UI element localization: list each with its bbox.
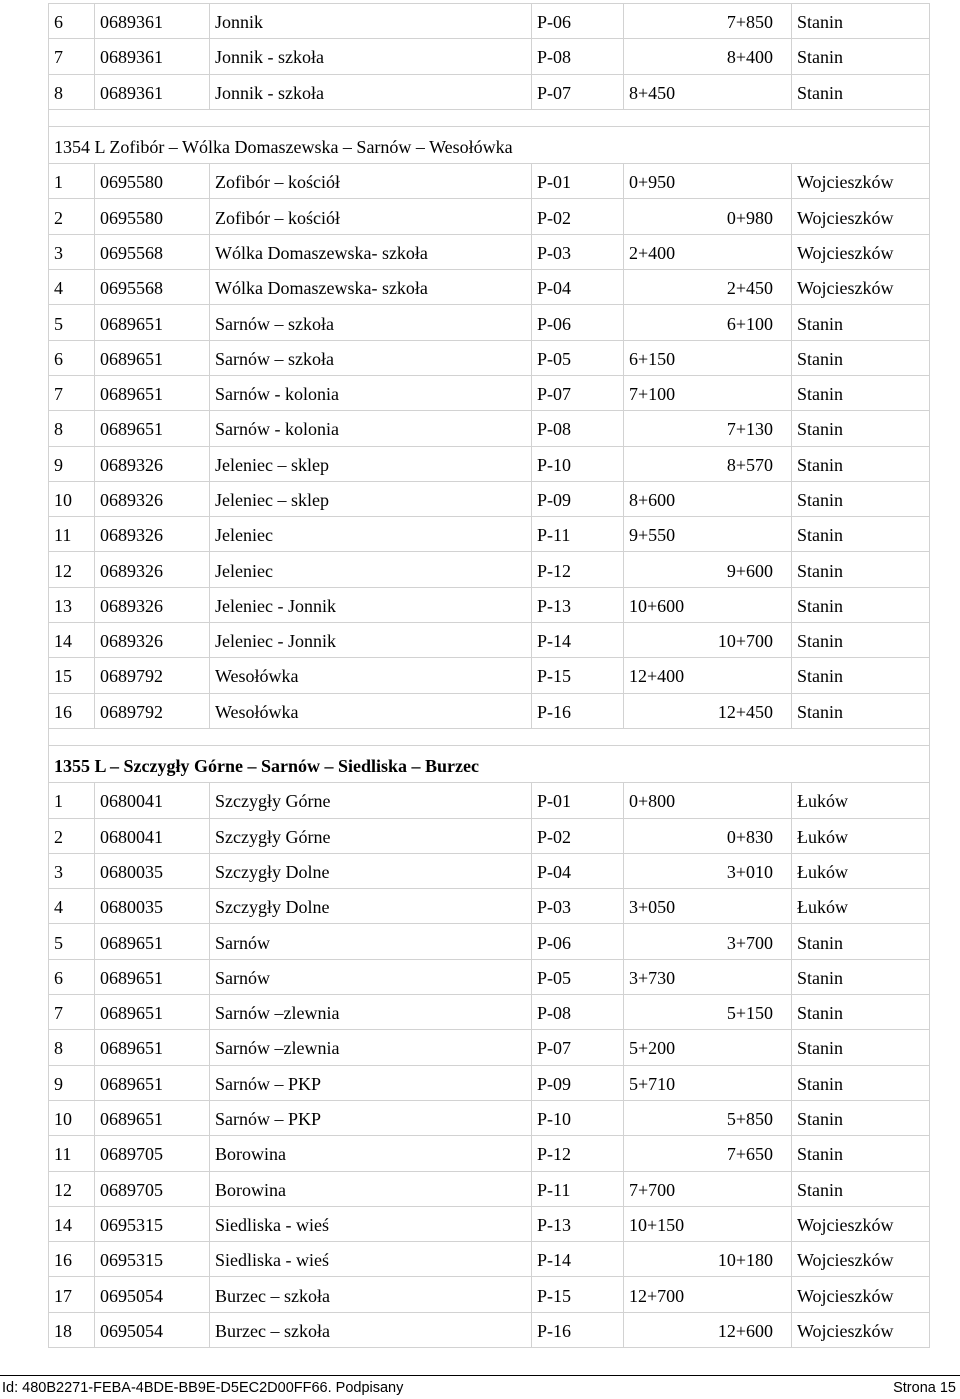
municipality: Stanin — [792, 481, 930, 516]
locality-code: 0689326 — [95, 481, 210, 516]
kilometer: 7+850 — [726, 12, 773, 33]
kilometer: 7+130 — [726, 419, 773, 440]
municipality: Stanin — [792, 623, 930, 658]
kilometer: 8+570 — [726, 454, 773, 475]
municipality: Stanin — [792, 305, 930, 340]
locality-code: 0695568 — [95, 234, 210, 269]
table-row — [49, 1065, 930, 1100]
kilometer: 12+600 — [717, 1320, 773, 1341]
table-row — [49, 693, 930, 728]
row-number: 12 — [49, 1171, 95, 1206]
municipality: Łuków — [792, 889, 930, 924]
row-number: 7 — [49, 39, 95, 74]
locality-code: 0689651 — [95, 995, 210, 1030]
stop-name: Jeleniec - Jonnik — [210, 623, 532, 658]
kilometer-cell — [624, 340, 792, 375]
kilometer: 6+100 — [726, 313, 773, 334]
table-row — [49, 517, 930, 552]
stop-id: P-03 — [532, 889, 624, 924]
route-title: 1355 L – Szczygły Górne – Sarnów – Siedliska – Burzec — [49, 745, 930, 782]
kilometer-cell — [624, 1242, 792, 1277]
route-title: 1354 L Zofibór – Wólka Domaszewska – Sarnów – Wesołówka — [49, 126, 930, 163]
municipality: Wojcieszków — [792, 270, 930, 305]
kilometer-cell — [624, 959, 792, 994]
row-number: 8 — [49, 74, 95, 109]
table-row — [49, 446, 930, 481]
municipality: Stanin — [792, 411, 930, 446]
table-row — [49, 889, 930, 924]
row-number: 13 — [49, 587, 95, 622]
document-page — [48, 3, 929, 1348]
municipality: Stanin — [792, 587, 930, 622]
table-row — [49, 340, 930, 375]
stop-id: P-13 — [532, 587, 624, 622]
municipality: Łuków — [792, 783, 930, 818]
municipality: Stanin — [792, 39, 930, 74]
kilometer: 2+450 — [726, 278, 773, 299]
stop-name: Jeleniec — [210, 517, 532, 552]
row-number: 2 — [49, 818, 95, 853]
row-number: 11 — [49, 1136, 95, 1171]
table-row — [49, 587, 930, 622]
stop-name: Sarnów — [210, 959, 532, 994]
stop-name: Szczygły Górne — [210, 818, 532, 853]
municipality: Wojcieszków — [792, 1277, 930, 1312]
kilometer: 7+650 — [726, 1144, 773, 1165]
stop-name: Wesołówka — [210, 693, 532, 728]
spacer-cell — [49, 109, 930, 126]
stop-id: P-02 — [532, 199, 624, 234]
row-number: 14 — [49, 1206, 95, 1241]
section-spacer — [49, 728, 930, 745]
table-row — [49, 1277, 930, 1312]
kilometer-cell — [624, 587, 792, 622]
kilometer: 5+150 — [726, 1003, 773, 1024]
row-number: 6 — [49, 340, 95, 375]
section-spacer — [49, 109, 930, 126]
municipality: Stanin — [792, 1030, 930, 1065]
kilometer-cell — [624, 1171, 792, 1206]
kilometer-cell — [624, 693, 792, 728]
row-number: 7 — [49, 375, 95, 410]
locality-code: 0689705 — [95, 1171, 210, 1206]
municipality: Stanin — [792, 340, 930, 375]
row-number: 2 — [49, 199, 95, 234]
municipality: Stanin — [792, 1171, 930, 1206]
locality-code: 0680035 — [95, 853, 210, 888]
locality-code: 0689651 — [95, 1030, 210, 1065]
kilometer-cell — [624, 446, 792, 481]
stop-id: P-01 — [532, 164, 624, 199]
row-number: 9 — [49, 1065, 95, 1100]
municipality: Stanin — [792, 1100, 930, 1135]
kilometer-cell — [624, 1206, 792, 1241]
kilometer: 8+450 — [629, 82, 676, 103]
stop-name: Zofibór – kościół — [210, 199, 532, 234]
kilometer: 3+700 — [726, 932, 773, 953]
municipality: Wojcieszków — [792, 1242, 930, 1277]
stop-id: P-04 — [532, 270, 624, 305]
stop-name: Jeleniec — [210, 552, 532, 587]
stop-id: P-12 — [532, 552, 624, 587]
stop-id: P-11 — [532, 1171, 624, 1206]
kilometer-cell — [624, 517, 792, 552]
stop-id: P-07 — [532, 1030, 624, 1065]
table-body — [49, 4, 930, 1348]
locality-code: 0689651 — [95, 959, 210, 994]
table-row — [49, 1171, 930, 1206]
stop-name: Jeleniec – sklep — [210, 446, 532, 481]
row-number: 10 — [49, 481, 95, 516]
row-number: 14 — [49, 623, 95, 658]
kilometer-cell — [624, 199, 792, 234]
row-number: 4 — [49, 270, 95, 305]
table-row — [49, 305, 930, 340]
table-row — [49, 1206, 930, 1241]
kilometer-cell — [624, 1030, 792, 1065]
table-row — [49, 853, 930, 888]
stop-id: P-08 — [532, 39, 624, 74]
kilometer-cell — [624, 1277, 792, 1312]
row-number: 7 — [49, 995, 95, 1030]
municipality: Stanin — [792, 693, 930, 728]
municipality: Stanin — [792, 517, 930, 552]
kilometer-cell — [624, 1100, 792, 1135]
bus-stop-table — [48, 3, 930, 1348]
stop-id: P-10 — [532, 446, 624, 481]
locality-code: 0689326 — [95, 587, 210, 622]
row-number: 5 — [49, 305, 95, 340]
table-row — [49, 270, 930, 305]
stop-name: Jonnik — [210, 4, 532, 39]
stop-name: Jonnik - szkoła — [210, 74, 532, 109]
kilometer-cell — [624, 818, 792, 853]
stop-name: Szczygły Dolne — [210, 889, 532, 924]
kilometer-cell — [624, 924, 792, 959]
kilometer: 8+600 — [629, 489, 676, 510]
table-row — [49, 4, 930, 39]
locality-code: 0689651 — [95, 1065, 210, 1100]
kilometer: 7+100 — [629, 384, 676, 405]
row-number: 8 — [49, 411, 95, 446]
route-header-row — [49, 126, 930, 163]
row-number: 10 — [49, 1100, 95, 1135]
table-row — [49, 234, 930, 269]
kilometer: 6+150 — [629, 348, 676, 369]
row-number: 16 — [49, 693, 95, 728]
row-number: 9 — [49, 446, 95, 481]
table-row — [49, 658, 930, 693]
kilometer-cell — [624, 783, 792, 818]
stop-id: P-06 — [532, 305, 624, 340]
municipality: Stanin — [792, 924, 930, 959]
table-row — [49, 783, 930, 818]
kilometer: 3+730 — [629, 967, 676, 988]
locality-code: 0695315 — [95, 1206, 210, 1241]
kilometer-cell — [624, 39, 792, 74]
kilometer: 10+180 — [717, 1250, 773, 1271]
stop-id: P-14 — [532, 623, 624, 658]
stop-id: P-11 — [532, 517, 624, 552]
spacer-cell — [49, 728, 930, 745]
table-row — [49, 1136, 930, 1171]
table-row — [49, 1100, 930, 1135]
stop-name: Borowina — [210, 1136, 532, 1171]
stop-name: Jonnik - szkoła — [210, 39, 532, 74]
stop-id: P-08 — [532, 411, 624, 446]
stop-name: Sarnów - kolonia — [210, 375, 532, 410]
kilometer-cell — [624, 658, 792, 693]
kilometer-cell — [624, 481, 792, 516]
kilometer: 2+400 — [629, 242, 676, 263]
row-number: 12 — [49, 552, 95, 587]
locality-code: 0689326 — [95, 446, 210, 481]
row-number: 6 — [49, 959, 95, 994]
stop-id: P-10 — [532, 1100, 624, 1135]
municipality: Łuków — [792, 818, 930, 853]
row-number: 5 — [49, 924, 95, 959]
stop-id: P-05 — [532, 340, 624, 375]
kilometer-cell — [624, 74, 792, 109]
locality-code: 0695568 — [95, 270, 210, 305]
kilometer: 12+450 — [717, 701, 773, 722]
stop-name: Wólka Domaszewska- szkoła — [210, 270, 532, 305]
locality-code: 0689326 — [95, 552, 210, 587]
stop-name: Wesołówka — [210, 658, 532, 693]
route-header-row — [49, 745, 930, 782]
locality-code: 0689326 — [95, 517, 210, 552]
kilometer-cell — [624, 1136, 792, 1171]
kilometer-cell — [624, 270, 792, 305]
municipality: Stanin — [792, 4, 930, 39]
stop-name: Borowina — [210, 1171, 532, 1206]
row-number: 1 — [49, 783, 95, 818]
locality-code: 0689361 — [95, 4, 210, 39]
kilometer: 9+600 — [726, 560, 773, 581]
stop-id: P-06 — [532, 924, 624, 959]
locality-code: 0689651 — [95, 924, 210, 959]
locality-code: 0689651 — [95, 375, 210, 410]
stop-id: P-09 — [532, 1065, 624, 1100]
stop-id: P-09 — [532, 481, 624, 516]
kilometer-cell — [624, 411, 792, 446]
stop-name: Sarnów - kolonia — [210, 411, 532, 446]
table-row — [49, 39, 930, 74]
municipality: Wojcieszków — [792, 1312, 930, 1347]
municipality: Stanin — [792, 74, 930, 109]
table-row — [49, 995, 930, 1030]
municipality: Stanin — [792, 959, 930, 994]
page-number: Strona 15 — [893, 1380, 956, 1396]
locality-code: 0695315 — [95, 1242, 210, 1277]
locality-code: 0680035 — [95, 889, 210, 924]
stop-name: Jeleniec - Jonnik — [210, 587, 532, 622]
kilometer-cell — [624, 305, 792, 340]
stop-name: Wólka Domaszewska- szkoła — [210, 234, 532, 269]
stop-name: Sarnów – szkoła — [210, 305, 532, 340]
kilometer: 0+830 — [726, 826, 773, 847]
stop-id: P-04 — [532, 853, 624, 888]
municipality: Stanin — [792, 375, 930, 410]
locality-code: 0689361 — [95, 74, 210, 109]
kilometer: 3+010 — [726, 861, 773, 882]
stop-name: Sarnów –zlewnia — [210, 995, 532, 1030]
municipality: Stanin — [792, 1065, 930, 1100]
kilometer: 0+800 — [629, 791, 676, 812]
table-row — [49, 481, 930, 516]
locality-code: 0689792 — [95, 658, 210, 693]
kilometer-cell — [624, 623, 792, 658]
locality-code: 0695054 — [95, 1312, 210, 1347]
table-row — [49, 164, 930, 199]
kilometer-cell — [624, 853, 792, 888]
table-row — [49, 552, 930, 587]
stop-name: Sarnów – PKP — [210, 1065, 532, 1100]
locality-code: 0689651 — [95, 340, 210, 375]
row-number: 3 — [49, 853, 95, 888]
stop-name: Burzec – szkoła — [210, 1312, 532, 1347]
kilometer: 5+710 — [629, 1073, 676, 1094]
kilometer: 0+980 — [726, 207, 773, 228]
row-number: 18 — [49, 1312, 95, 1347]
row-number: 11 — [49, 517, 95, 552]
kilometer: 10+600 — [629, 595, 685, 616]
kilometer-cell — [624, 889, 792, 924]
locality-code: 0689651 — [95, 305, 210, 340]
stop-id: P-16 — [532, 1312, 624, 1347]
kilometer-cell — [624, 164, 792, 199]
kilometer: 7+700 — [629, 1179, 676, 1200]
municipality: Wojcieszków — [792, 199, 930, 234]
locality-code: 0689651 — [95, 411, 210, 446]
locality-code: 0689651 — [95, 1100, 210, 1135]
row-number: 4 — [49, 889, 95, 924]
table-row — [49, 623, 930, 658]
stop-name: Siedliska - wieś — [210, 1206, 532, 1241]
table-row — [49, 1030, 930, 1065]
row-number: 3 — [49, 234, 95, 269]
kilometer-cell — [624, 1065, 792, 1100]
kilometer: 5+200 — [629, 1038, 676, 1059]
municipality: Wojcieszków — [792, 1206, 930, 1241]
table-row — [49, 74, 930, 109]
kilometer-cell — [624, 995, 792, 1030]
stop-name: Sarnów –zlewnia — [210, 1030, 532, 1065]
stop-name: Siedliska - wieś — [210, 1242, 532, 1277]
table-row — [49, 924, 930, 959]
locality-code: 0689705 — [95, 1136, 210, 1171]
locality-code: 0689326 — [95, 623, 210, 658]
table-row — [49, 411, 930, 446]
stop-name: Burzec – szkoła — [210, 1277, 532, 1312]
stop-name: Jeleniec – sklep — [210, 481, 532, 516]
municipality: Wojcieszków — [792, 234, 930, 269]
kilometer: 10+700 — [717, 631, 773, 652]
kilometer-cell — [624, 375, 792, 410]
municipality: Stanin — [792, 446, 930, 481]
locality-code: 0695580 — [95, 199, 210, 234]
stop-name: Szczygły Górne — [210, 783, 532, 818]
municipality: Stanin — [792, 1136, 930, 1171]
stop-id: P-16 — [532, 693, 624, 728]
table-row — [49, 1242, 930, 1277]
stop-id: P-05 — [532, 959, 624, 994]
stop-id: P-12 — [532, 1136, 624, 1171]
municipality: Stanin — [792, 658, 930, 693]
kilometer: 9+550 — [629, 525, 676, 546]
kilometer: 12+400 — [629, 666, 685, 687]
row-number: 6 — [49, 4, 95, 39]
stop-id: P-13 — [532, 1206, 624, 1241]
row-number: 17 — [49, 1277, 95, 1312]
stop-id: P-03 — [532, 234, 624, 269]
stop-name: Sarnów – PKP — [210, 1100, 532, 1135]
stop-id: P-06 — [532, 4, 624, 39]
stop-id: P-02 — [532, 818, 624, 853]
stop-id: P-14 — [532, 1242, 624, 1277]
stop-name: Zofibór – kościół — [210, 164, 532, 199]
row-number: 16 — [49, 1242, 95, 1277]
row-number: 1 — [49, 164, 95, 199]
table-row — [49, 199, 930, 234]
municipality: Łuków — [792, 853, 930, 888]
locality-code: 0689792 — [95, 693, 210, 728]
locality-code: 0680041 — [95, 818, 210, 853]
locality-code: 0680041 — [95, 783, 210, 818]
document-id: Id: 480B2271-FEBA-4BDE-BB9E-D5EC2D00FF66. Podpisany — [2, 1380, 404, 1396]
table-row — [49, 1312, 930, 1347]
kilometer: 10+150 — [629, 1214, 685, 1235]
municipality: Stanin — [792, 552, 930, 587]
row-number: 15 — [49, 658, 95, 693]
stop-id: P-01 — [532, 783, 624, 818]
kilometer-cell — [624, 234, 792, 269]
table-row — [49, 959, 930, 994]
kilometer: 3+050 — [629, 897, 676, 918]
municipality: Wojcieszków — [792, 164, 930, 199]
stop-id: P-07 — [532, 375, 624, 410]
stop-id: P-08 — [532, 995, 624, 1030]
stop-id: P-15 — [532, 1277, 624, 1312]
stop-name: Sarnów — [210, 924, 532, 959]
municipality: Stanin — [792, 995, 930, 1030]
kilometer: 5+850 — [726, 1108, 773, 1129]
kilometer: 8+400 — [726, 47, 773, 68]
kilometer: 12+700 — [629, 1285, 685, 1306]
stop-id: P-15 — [532, 658, 624, 693]
kilometer-cell — [624, 552, 792, 587]
page-footer — [0, 1375, 960, 1399]
stop-name: Szczygły Dolne — [210, 853, 532, 888]
row-number: 8 — [49, 1030, 95, 1065]
stop-id: P-07 — [532, 74, 624, 109]
locality-code: 0689361 — [95, 39, 210, 74]
kilometer-cell — [624, 1312, 792, 1347]
kilometer-cell — [624, 4, 792, 39]
table-row — [49, 818, 930, 853]
table-row — [49, 375, 930, 410]
locality-code: 0695054 — [95, 1277, 210, 1312]
kilometer: 0+950 — [629, 172, 676, 193]
stop-name: Sarnów – szkoła — [210, 340, 532, 375]
locality-code: 0695580 — [95, 164, 210, 199]
